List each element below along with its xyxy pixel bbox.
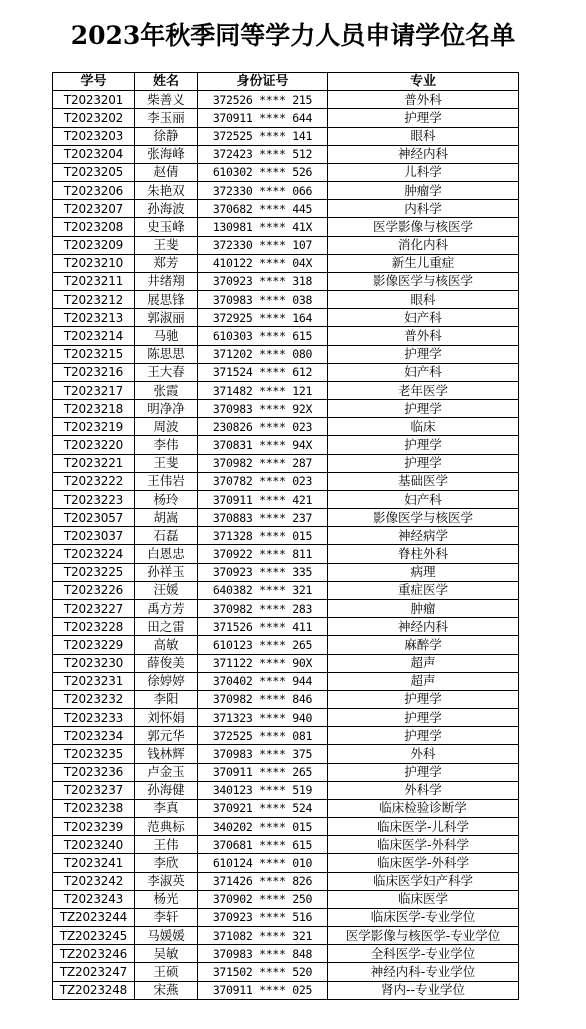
table-row bbox=[53, 127, 519, 145]
table-row bbox=[53, 527, 519, 545]
id-number-cell: 370982 **** 283 bbox=[198, 599, 328, 617]
id-number-cell: 372423 **** 512 bbox=[198, 145, 328, 163]
table-row bbox=[53, 345, 519, 363]
table-row bbox=[53, 836, 519, 854]
student-id-cell: T2023220 bbox=[53, 436, 135, 454]
table-row bbox=[53, 581, 519, 599]
major-cell: 新生儿重症 bbox=[328, 254, 519, 272]
table-row bbox=[53, 854, 519, 872]
name-cell: 徐婷婷 bbox=[135, 672, 198, 690]
table-row bbox=[53, 291, 519, 309]
id-number-cell: 372526 **** 215 bbox=[198, 91, 328, 109]
name-cell: 周波 bbox=[135, 418, 198, 436]
name-cell: 朱艳双 bbox=[135, 182, 198, 200]
table-row bbox=[53, 109, 519, 127]
major-cell: 妇产科 bbox=[328, 490, 519, 508]
student-id-cell: T2023231 bbox=[53, 672, 135, 690]
name-cell: 刘怀娟 bbox=[135, 709, 198, 727]
name-cell: 汪媛 bbox=[135, 581, 198, 599]
name-cell: 郭淑丽 bbox=[135, 309, 198, 327]
major-cell: 全科医学-专业学位 bbox=[328, 945, 519, 963]
name-cell: 胡嵩 bbox=[135, 509, 198, 527]
id-number-cell: 371328 **** 015 bbox=[198, 527, 328, 545]
major-cell: 神经内科 bbox=[328, 145, 519, 163]
id-number-cell: 370911 **** 265 bbox=[198, 763, 328, 781]
name-cell: 柴善义 bbox=[135, 91, 198, 109]
student-id-cell: T2023219 bbox=[53, 418, 135, 436]
student-id-cell: T2023215 bbox=[53, 345, 135, 363]
student-id-cell: T2023239 bbox=[53, 818, 135, 836]
major-cell: 普外科 bbox=[328, 327, 519, 345]
name-cell: 李淑英 bbox=[135, 872, 198, 890]
id-number-cell: 371082 **** 321 bbox=[198, 927, 328, 945]
name-cell: 王斐 bbox=[135, 236, 198, 254]
student-id-cell: TZ2023248 bbox=[53, 981, 135, 999]
table-row bbox=[53, 509, 519, 527]
id-number-cell: 340202 **** 015 bbox=[198, 818, 328, 836]
id-number-cell: 370911 **** 644 bbox=[198, 109, 328, 127]
name-cell: 钱林辉 bbox=[135, 745, 198, 763]
student-id-cell: T2023057 bbox=[53, 509, 135, 527]
student-id-cell: T2023207 bbox=[53, 200, 135, 218]
name-cell: 孙海波 bbox=[135, 200, 198, 218]
major-cell: 肿瘤 bbox=[328, 599, 519, 617]
student-id-cell: T2023232 bbox=[53, 690, 135, 708]
major-cell: 外科 bbox=[328, 745, 519, 763]
name-cell: 王伟岩 bbox=[135, 472, 198, 490]
table-row bbox=[53, 672, 519, 690]
student-id-cell: T2023221 bbox=[53, 454, 135, 472]
student-id-cell: T2023210 bbox=[53, 254, 135, 272]
student-id-cell: T2023234 bbox=[53, 727, 135, 745]
id-number-cell: 370402 **** 944 bbox=[198, 672, 328, 690]
student-id-cell: T2023222 bbox=[53, 472, 135, 490]
major-cell: 神经病学 bbox=[328, 527, 519, 545]
major-cell: 临床检验诊断学 bbox=[328, 799, 519, 817]
student-id-cell: T2023238 bbox=[53, 799, 135, 817]
name-cell: 张霞 bbox=[135, 381, 198, 399]
student-id-cell: T2023204 bbox=[53, 145, 135, 163]
table-row bbox=[53, 654, 519, 672]
major-cell: 护理学 bbox=[328, 109, 519, 127]
id-number-cell: 370782 **** 023 bbox=[198, 472, 328, 490]
student-id-cell: TZ2023244 bbox=[53, 908, 135, 926]
student-id-cell: TZ2023247 bbox=[53, 963, 135, 981]
name-cell: 展思锋 bbox=[135, 291, 198, 309]
table-row bbox=[53, 182, 519, 200]
student-id-cell: TZ2023245 bbox=[53, 927, 135, 945]
major-cell: 护理学 bbox=[328, 436, 519, 454]
table-row bbox=[53, 236, 519, 254]
major-cell: 护理学 bbox=[328, 727, 519, 745]
student-id-cell: T2023201 bbox=[53, 91, 135, 109]
id-number-cell: 370922 **** 811 bbox=[198, 545, 328, 563]
major-cell: 儿科学 bbox=[328, 163, 519, 181]
major-cell: 基础医学 bbox=[328, 472, 519, 490]
major-cell: 麻醉学 bbox=[328, 636, 519, 654]
major-cell: 内科学 bbox=[328, 200, 519, 218]
name-cell: 禹方芳 bbox=[135, 599, 198, 617]
name-cell: 孙海健 bbox=[135, 781, 198, 799]
major-cell: 肾内--专业学位 bbox=[328, 981, 519, 999]
student-id-cell: T2023229 bbox=[53, 636, 135, 654]
id-number-cell: 370883 **** 237 bbox=[198, 509, 328, 527]
name-cell: 杨光 bbox=[135, 890, 198, 908]
major-cell: 外科学 bbox=[328, 781, 519, 799]
student-id-cell: T2023037 bbox=[53, 527, 135, 545]
name-cell: 卢金玉 bbox=[135, 763, 198, 781]
student-id-cell: T2023225 bbox=[53, 563, 135, 581]
id-number-cell: 370983 **** 848 bbox=[198, 945, 328, 963]
header-id-number: 身份证号 bbox=[198, 73, 328, 91]
name-cell: 马驰 bbox=[135, 327, 198, 345]
table-row bbox=[53, 472, 519, 490]
table-row bbox=[53, 436, 519, 454]
major-cell: 临床医学-专业学位 bbox=[328, 908, 519, 926]
id-number-cell: 370983 **** 375 bbox=[198, 745, 328, 763]
student-id-cell: T2023203 bbox=[53, 127, 135, 145]
student-id-cell: T2023227 bbox=[53, 599, 135, 617]
id-number-cell: 371122 **** 90X bbox=[198, 654, 328, 672]
major-cell: 妇产科 bbox=[328, 363, 519, 381]
student-id-cell: TZ2023246 bbox=[53, 945, 135, 963]
name-cell: 李玉丽 bbox=[135, 109, 198, 127]
major-cell: 消化内科 bbox=[328, 236, 519, 254]
major-cell: 临床医学 bbox=[328, 890, 519, 908]
student-id-cell: T2023243 bbox=[53, 890, 135, 908]
table-row bbox=[53, 945, 519, 963]
major-cell: 超声 bbox=[328, 672, 519, 690]
major-cell: 临床医学妇产科学 bbox=[328, 872, 519, 890]
table-row bbox=[53, 454, 519, 472]
id-number-cell: 371323 **** 940 bbox=[198, 709, 328, 727]
name-cell: 赵倩 bbox=[135, 163, 198, 181]
table-row bbox=[53, 381, 519, 399]
table-row bbox=[53, 763, 519, 781]
table-row bbox=[53, 745, 519, 763]
student-id-cell: T2023206 bbox=[53, 182, 135, 200]
table-header-row bbox=[53, 73, 519, 91]
name-cell: 陈思思 bbox=[135, 345, 198, 363]
major-cell: 临床医学-外科学 bbox=[328, 836, 519, 854]
page-title: 2023年秋季同等学力人员申请学位名单 bbox=[70, 21, 516, 50]
id-number-cell: 372525 **** 081 bbox=[198, 727, 328, 745]
id-number-cell: 370923 **** 318 bbox=[198, 272, 328, 290]
name-cell: 吴敏 bbox=[135, 945, 198, 963]
id-number-cell: 130981 **** 41X bbox=[198, 218, 328, 236]
student-id-cell: T2023218 bbox=[53, 400, 135, 418]
major-cell: 超声 bbox=[328, 654, 519, 672]
major-cell: 临床医学-外科学 bbox=[328, 854, 519, 872]
applicant-table bbox=[52, 72, 519, 1000]
name-cell: 薛俊美 bbox=[135, 654, 198, 672]
id-number-cell: 372330 **** 066 bbox=[198, 182, 328, 200]
id-number-cell: 371524 **** 612 bbox=[198, 363, 328, 381]
student-id-cell: T2023213 bbox=[53, 309, 135, 327]
major-cell: 神经内科 bbox=[328, 618, 519, 636]
table-row bbox=[53, 908, 519, 926]
table-row bbox=[53, 963, 519, 981]
id-number-cell: 371426 **** 826 bbox=[198, 872, 328, 890]
student-id-cell: T2023228 bbox=[53, 618, 135, 636]
id-number-cell: 370982 **** 287 bbox=[198, 454, 328, 472]
id-number-cell: 610302 **** 526 bbox=[198, 163, 328, 181]
major-cell: 护理学 bbox=[328, 709, 519, 727]
id-number-cell: 372330 **** 107 bbox=[198, 236, 328, 254]
name-cell: 孙祥玉 bbox=[135, 563, 198, 581]
table-row bbox=[53, 890, 519, 908]
major-cell: 老年医学 bbox=[328, 381, 519, 399]
name-cell: 高敏 bbox=[135, 636, 198, 654]
student-id-cell: T2023209 bbox=[53, 236, 135, 254]
table-row bbox=[53, 418, 519, 436]
student-id-cell: T2023223 bbox=[53, 490, 135, 508]
major-cell: 护理学 bbox=[328, 345, 519, 363]
student-id-cell: T2023242 bbox=[53, 872, 135, 890]
student-id-cell: T2023241 bbox=[53, 854, 135, 872]
table-row bbox=[53, 163, 519, 181]
major-cell: 护理学 bbox=[328, 763, 519, 781]
id-number-cell: 370911 **** 025 bbox=[198, 981, 328, 999]
table-row bbox=[53, 400, 519, 418]
table-row bbox=[53, 599, 519, 617]
student-id-cell: T2023216 bbox=[53, 363, 135, 381]
major-cell: 眼科 bbox=[328, 291, 519, 309]
name-cell: 井绪翔 bbox=[135, 272, 198, 290]
id-number-cell: 370911 **** 421 bbox=[198, 490, 328, 508]
table-row bbox=[53, 981, 519, 999]
name-cell: 范典标 bbox=[135, 818, 198, 836]
table-row bbox=[53, 218, 519, 236]
name-cell: 李轩 bbox=[135, 908, 198, 926]
table-row bbox=[53, 781, 519, 799]
id-number-cell: 610303 **** 615 bbox=[198, 327, 328, 345]
id-number-cell: 372525 **** 141 bbox=[198, 127, 328, 145]
name-cell: 田之雷 bbox=[135, 618, 198, 636]
student-id-cell: T2023237 bbox=[53, 781, 135, 799]
table-row bbox=[53, 545, 519, 563]
table-body bbox=[53, 91, 519, 1000]
id-number-cell: 370902 **** 250 bbox=[198, 890, 328, 908]
major-cell: 影像医学与核医学 bbox=[328, 509, 519, 527]
major-cell: 病理 bbox=[328, 563, 519, 581]
table-row bbox=[53, 872, 519, 890]
table-row bbox=[53, 636, 519, 654]
table-row bbox=[53, 690, 519, 708]
table-row bbox=[53, 200, 519, 218]
id-number-cell: 370983 **** 92X bbox=[198, 400, 328, 418]
table-row bbox=[53, 91, 519, 109]
header-name: 姓名 bbox=[135, 73, 198, 91]
major-cell: 肿瘤学 bbox=[328, 182, 519, 200]
table-row bbox=[53, 799, 519, 817]
major-cell: 影像医学与核医学 bbox=[328, 272, 519, 290]
id-number-cell: 340123 **** 519 bbox=[198, 781, 328, 799]
id-number-cell: 371526 **** 411 bbox=[198, 618, 328, 636]
student-id-cell: T2023217 bbox=[53, 381, 135, 399]
major-cell: 眼科 bbox=[328, 127, 519, 145]
id-number-cell: 410122 **** 04X bbox=[198, 254, 328, 272]
name-cell: 王大春 bbox=[135, 363, 198, 381]
student-id-cell: T2023233 bbox=[53, 709, 135, 727]
name-cell: 徐静 bbox=[135, 127, 198, 145]
major-cell: 临床 bbox=[328, 418, 519, 436]
table-row bbox=[53, 309, 519, 327]
id-number-cell: 371202 **** 080 bbox=[198, 345, 328, 363]
name-cell: 杨玲 bbox=[135, 490, 198, 508]
name-cell: 王伟 bbox=[135, 836, 198, 854]
header-student-id: 学号 bbox=[53, 73, 135, 91]
id-number-cell: 370983 **** 038 bbox=[198, 291, 328, 309]
id-number-cell: 371502 **** 520 bbox=[198, 963, 328, 981]
id-number-cell: 370982 **** 846 bbox=[198, 690, 328, 708]
student-id-cell: T2023214 bbox=[53, 327, 135, 345]
table-row bbox=[53, 818, 519, 836]
table-row bbox=[53, 490, 519, 508]
name-cell: 石磊 bbox=[135, 527, 198, 545]
id-number-cell: 640382 **** 321 bbox=[198, 581, 328, 599]
header-major: 专业 bbox=[328, 73, 519, 91]
major-cell: 护理学 bbox=[328, 690, 519, 708]
table-row bbox=[53, 254, 519, 272]
id-number-cell: 370681 **** 615 bbox=[198, 836, 328, 854]
major-cell: 神经内科-专业学位 bbox=[328, 963, 519, 981]
student-id-cell: T2023226 bbox=[53, 581, 135, 599]
student-id-cell: T2023211 bbox=[53, 272, 135, 290]
student-id-cell: T2023235 bbox=[53, 745, 135, 763]
id-number-cell: 371482 **** 121 bbox=[198, 381, 328, 399]
name-cell: 史玉峰 bbox=[135, 218, 198, 236]
name-cell: 王斐 bbox=[135, 454, 198, 472]
id-number-cell: 370682 **** 445 bbox=[198, 200, 328, 218]
major-cell: 妇产科 bbox=[328, 309, 519, 327]
id-number-cell: 230826 **** 023 bbox=[198, 418, 328, 436]
id-number-cell: 370921 **** 524 bbox=[198, 799, 328, 817]
name-cell: 李真 bbox=[135, 799, 198, 817]
major-cell: 普外科 bbox=[328, 91, 519, 109]
major-cell: 重症医学 bbox=[328, 581, 519, 599]
student-id-cell: T2023202 bbox=[53, 109, 135, 127]
student-id-cell: T2023208 bbox=[53, 218, 135, 236]
student-id-cell: T2023212 bbox=[53, 291, 135, 309]
id-number-cell: 610124 **** 010 bbox=[198, 854, 328, 872]
table-row bbox=[53, 145, 519, 163]
table-row bbox=[53, 327, 519, 345]
table-row bbox=[53, 272, 519, 290]
name-cell: 郑芳 bbox=[135, 254, 198, 272]
table-row bbox=[53, 709, 519, 727]
name-cell: 马媛媛 bbox=[135, 927, 198, 945]
major-cell: 医学影像与核医学 bbox=[328, 218, 519, 236]
major-cell: 护理学 bbox=[328, 454, 519, 472]
major-cell: 护理学 bbox=[328, 400, 519, 418]
student-id-cell: T2023236 bbox=[53, 763, 135, 781]
student-id-cell: T2023224 bbox=[53, 545, 135, 563]
table-row bbox=[53, 563, 519, 581]
id-number-cell: 610123 **** 265 bbox=[198, 636, 328, 654]
id-number-cell: 372925 **** 164 bbox=[198, 309, 328, 327]
name-cell: 李阳 bbox=[135, 690, 198, 708]
table-row bbox=[53, 927, 519, 945]
name-cell: 王硕 bbox=[135, 963, 198, 981]
student-id-cell: T2023240 bbox=[53, 836, 135, 854]
id-number-cell: 370831 **** 94X bbox=[198, 436, 328, 454]
id-number-cell: 370923 **** 335 bbox=[198, 563, 328, 581]
table-row bbox=[53, 363, 519, 381]
id-number-cell: 370923 **** 516 bbox=[198, 908, 328, 926]
name-cell: 明净净 bbox=[135, 400, 198, 418]
name-cell: 张海峰 bbox=[135, 145, 198, 163]
student-id-cell: T2023205 bbox=[53, 163, 135, 181]
name-cell: 白恩忠 bbox=[135, 545, 198, 563]
table-row bbox=[53, 727, 519, 745]
major-cell: 脊柱外科 bbox=[328, 545, 519, 563]
student-id-cell: T2023230 bbox=[53, 654, 135, 672]
major-cell: 医学影像与核医学-专业学位 bbox=[328, 927, 519, 945]
major-cell: 临床医学-儿科学 bbox=[328, 818, 519, 836]
name-cell: 李伟 bbox=[135, 436, 198, 454]
name-cell: 宋燕 bbox=[135, 981, 198, 999]
name-cell: 郭元华 bbox=[135, 727, 198, 745]
name-cell: 李欣 bbox=[135, 854, 198, 872]
table-row bbox=[53, 618, 519, 636]
